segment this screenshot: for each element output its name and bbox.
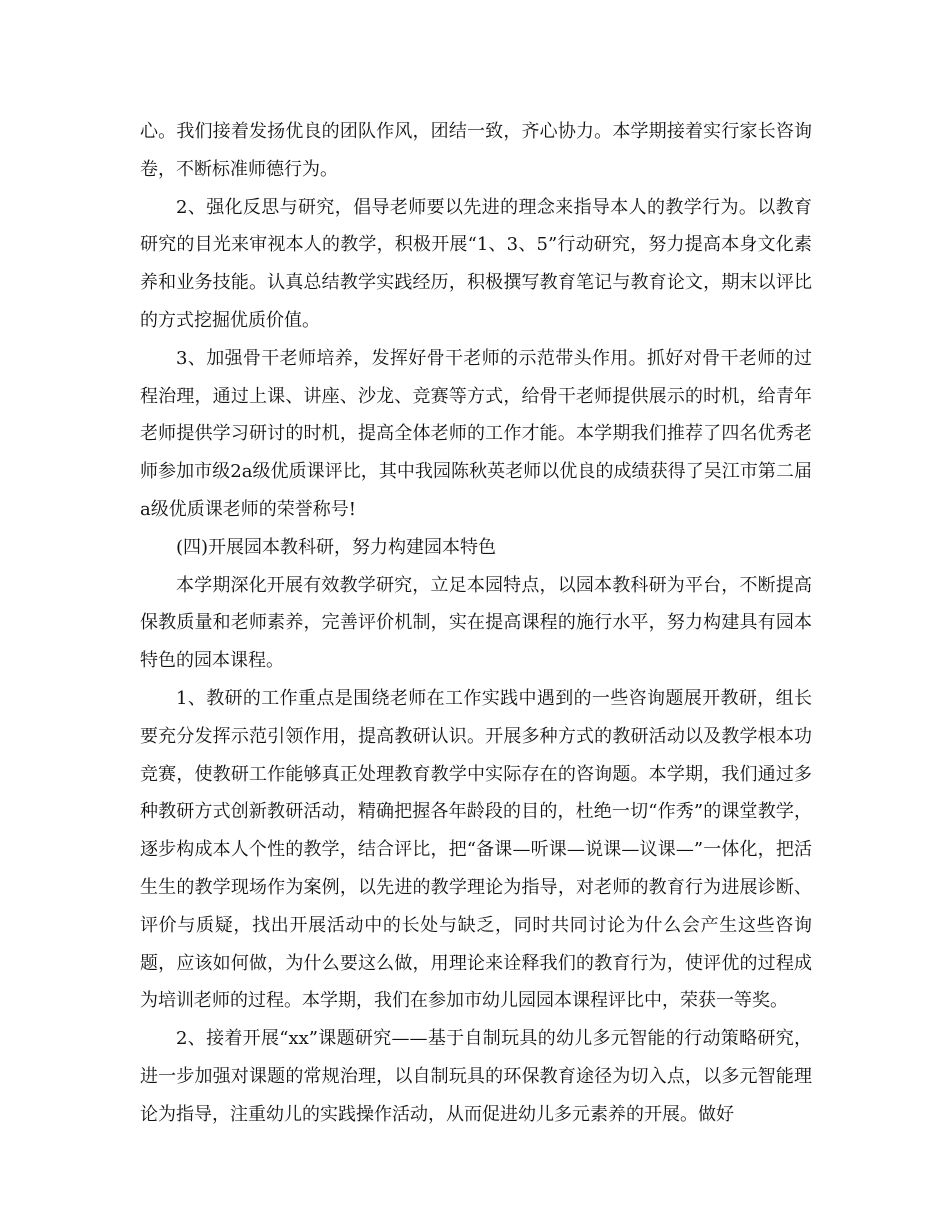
section-heading-4: (四)开展园本教科研，努力构建园本特色 [176,536,497,558]
paragraph-5: 本学期深化开展有效教学研究，立足本园特点，以园本教科研为平台，不断提高保教质量和老师素养，完善评价机制，实在提高课程的施行水平，努力构建具有园本特色的园本课程。 [140,574,812,672]
paragraph-2: 2、强化反思与研究，倡导老师要以先进的理念来指导本人的教学行为。以教育研究的目光来审视本人的教学，积极开展“1、3、5”行动研究，努力提高本身文化素养和业务技能。认真总结教学实践经历，积极撰写教育笔记与教育论文，期末以评比的方式挖掘优质价值。 [140,196,812,331]
paragraph-1: 心。我们接着发扬优良的团队作风，团结一致，齐心协力。本学期接着实行家长咨询卷，不断标准师德行为。 [140,121,812,180]
paragraph-3: 3、加强骨干老师培养，发挥好骨干老师的示范带头作用。抓好对骨干老师的过程治理，通过上课、讲座、沙龙、竞赛等方式，给骨干老师提供展示的时机，给青年老师提供学习研讨的时机，提高全体老师的工作才能。本学期我们推荐了四名优秀老师参加市级2a级优质课评比，其中我园陈秋英老师以优良的成绩获得了吴江市第二届a级优质课老师的荣誉称号! [140,347,812,520]
paragraph-6: 1、教研的工作重点是围绕老师在工作实践中遇到的一些咨询题展开教研，组长要充分发挥示范引领作用，提高教研认识。开展多种方式的教研活动以及教学根本功竞赛，使教研工作能够真正处理教育教学中实际存在的咨询题。本学期，我们通过多种教研方式创新教研活动，精确把握各年龄段的目的，杜绝一切“作秀”的课堂教学，逐步构成本人个性的教学，结合评比，把“备课—听课—说课—议课—”一体化，把活生生的教学现场作为案例，以先进的教学理论为指导，对老师的教育行为进展诊断、评价与质疑，找出开展活动中的长处与缺乏，同时共同讨论为什么会产生这些咨询题，应该如何做，为什么要这么做，用理论来诠释我们的教育行为，使评优的过程成为培训老师的过程。本学期，我们在参加市幼儿园园本课程评比中，荣获一等奖。 [140,687,812,1012]
paragraph-7: 2、接着开展“xx”课题研究——基于自制玩具的幼儿多元智能的行动策略研究，进一步加强对课题的常规治理，以自制玩具的环保教育途径为切入点，以多元智能理论为指导，注重幼儿的实践操作活动，从而促进幼儿多元素养的开展。做好 [140,1028,812,1125]
document-body [140,113,812,1134]
